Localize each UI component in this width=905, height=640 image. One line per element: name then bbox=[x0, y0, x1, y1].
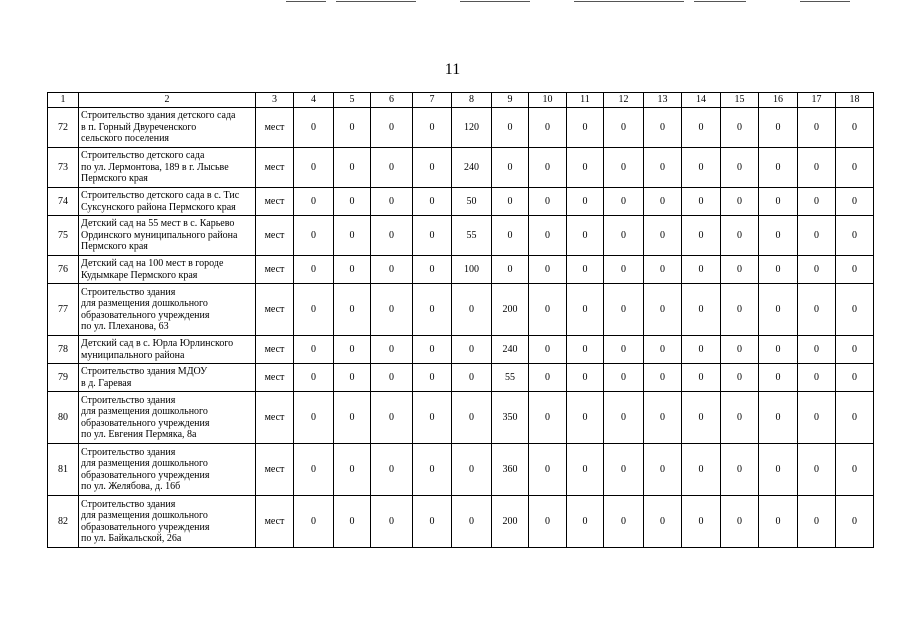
value-cell: 0 bbox=[492, 108, 529, 148]
value-cell: 0 bbox=[371, 108, 413, 148]
unit-cell: мест bbox=[256, 496, 294, 548]
value-cell: 0 bbox=[334, 496, 371, 548]
value-cell: 0 bbox=[682, 392, 721, 444]
value-cell: 0 bbox=[604, 148, 644, 188]
value-cell: 0 bbox=[371, 216, 413, 256]
value-cell: 0 bbox=[798, 392, 836, 444]
header-cell: 4 bbox=[294, 93, 334, 108]
unit-cell: мест bbox=[256, 284, 294, 336]
value-cell: 0 bbox=[371, 496, 413, 548]
unit-cell: мест bbox=[256, 336, 294, 364]
value-cell: 0 bbox=[334, 256, 371, 284]
value-cell: 0 bbox=[798, 188, 836, 216]
value-cell: 0 bbox=[604, 444, 644, 496]
value-cell: 0 bbox=[836, 496, 874, 548]
object-name-cell: Строительство детского сада по ул. Лермонтова, 189 в г. Лысьве Пермского края bbox=[79, 148, 256, 188]
row-number-cell: 78 bbox=[48, 336, 79, 364]
value-cell: 0 bbox=[759, 108, 798, 148]
table-row bbox=[48, 364, 874, 392]
value-cell: 0 bbox=[529, 256, 567, 284]
object-name-cell: Детский сад на 100 мест в городе Кудымкаре Пермского края bbox=[79, 256, 256, 284]
value-cell: 0 bbox=[371, 364, 413, 392]
value-cell: 0 bbox=[529, 216, 567, 256]
table-row bbox=[48, 444, 874, 496]
value-cell: 0 bbox=[721, 444, 759, 496]
value-cell: 0 bbox=[452, 392, 492, 444]
value-cell: 0 bbox=[529, 496, 567, 548]
table-row bbox=[48, 188, 874, 216]
value-cell: 0 bbox=[721, 108, 759, 148]
value-cell: 0 bbox=[721, 284, 759, 336]
value-cell: 0 bbox=[721, 364, 759, 392]
unit-cell: мест bbox=[256, 148, 294, 188]
value-cell: 0 bbox=[452, 364, 492, 392]
value-cell: 0 bbox=[604, 284, 644, 336]
header-cell: 9 bbox=[492, 93, 529, 108]
value-cell: 0 bbox=[371, 284, 413, 336]
header-cell: 2 bbox=[79, 93, 256, 108]
value-cell: 0 bbox=[798, 108, 836, 148]
value-cell: 0 bbox=[604, 364, 644, 392]
value-cell: 0 bbox=[334, 284, 371, 336]
object-name-cell: Строительство здания детского сада в п. Горный Двуреченского сельского поселения bbox=[79, 108, 256, 148]
value-cell: 0 bbox=[604, 108, 644, 148]
row-number-cell: 80 bbox=[48, 392, 79, 444]
value-cell: 50 bbox=[452, 188, 492, 216]
value-cell: 0 bbox=[452, 336, 492, 364]
value-cell: 0 bbox=[798, 444, 836, 496]
header-cell: 13 bbox=[644, 93, 682, 108]
value-cell: 0 bbox=[604, 256, 644, 284]
header-cell: 11 bbox=[567, 93, 604, 108]
value-cell: 0 bbox=[836, 336, 874, 364]
value-cell: 0 bbox=[334, 148, 371, 188]
header-cell: 10 bbox=[529, 93, 567, 108]
unit-cell: мест bbox=[256, 444, 294, 496]
value-cell: 0 bbox=[567, 336, 604, 364]
header-cell: 16 bbox=[759, 93, 798, 108]
value-cell: 0 bbox=[567, 256, 604, 284]
value-cell: 0 bbox=[644, 216, 682, 256]
row-number-cell: 72 bbox=[48, 108, 79, 148]
header-cell: 1 bbox=[48, 93, 79, 108]
value-cell: 0 bbox=[759, 148, 798, 188]
value-cell: 0 bbox=[759, 256, 798, 284]
header-cell: 17 bbox=[798, 93, 836, 108]
header-cell: 3 bbox=[256, 93, 294, 108]
value-cell: 0 bbox=[492, 256, 529, 284]
table-row bbox=[48, 216, 874, 256]
header-cell: 5 bbox=[334, 93, 371, 108]
value-cell: 0 bbox=[294, 188, 334, 216]
object-name-cell: Строительство здания МДОУ в д. Гаревая bbox=[79, 364, 256, 392]
value-cell: 0 bbox=[836, 392, 874, 444]
table-row bbox=[48, 284, 874, 336]
value-cell: 0 bbox=[413, 256, 452, 284]
value-cell: 0 bbox=[721, 392, 759, 444]
value-cell: 0 bbox=[567, 364, 604, 392]
value-cell: 0 bbox=[492, 188, 529, 216]
value-cell: 0 bbox=[567, 284, 604, 336]
row-number-cell: 76 bbox=[48, 256, 79, 284]
value-cell: 0 bbox=[798, 256, 836, 284]
value-cell: 0 bbox=[294, 148, 334, 188]
header-row bbox=[48, 93, 874, 108]
value-cell: 0 bbox=[334, 216, 371, 256]
value-cell: 240 bbox=[452, 148, 492, 188]
unit-cell: мест bbox=[256, 392, 294, 444]
row-number-cell: 82 bbox=[48, 496, 79, 548]
value-cell: 0 bbox=[644, 148, 682, 188]
value-cell: 0 bbox=[294, 284, 334, 336]
header-cell: 7 bbox=[413, 93, 452, 108]
value-cell: 0 bbox=[294, 444, 334, 496]
value-cell: 0 bbox=[452, 284, 492, 336]
value-cell: 0 bbox=[371, 188, 413, 216]
value-cell: 0 bbox=[567, 392, 604, 444]
value-cell: 0 bbox=[759, 216, 798, 256]
value-cell: 0 bbox=[413, 392, 452, 444]
value-cell: 0 bbox=[413, 364, 452, 392]
row-number-cell: 73 bbox=[48, 148, 79, 188]
header-cell: 12 bbox=[604, 93, 644, 108]
value-cell: 0 bbox=[759, 336, 798, 364]
value-cell: 0 bbox=[682, 444, 721, 496]
value-cell: 0 bbox=[721, 496, 759, 548]
value-cell: 0 bbox=[371, 444, 413, 496]
value-cell: 55 bbox=[492, 364, 529, 392]
value-cell: 0 bbox=[334, 364, 371, 392]
value-cell: 0 bbox=[413, 336, 452, 364]
value-cell: 0 bbox=[529, 336, 567, 364]
value-cell: 0 bbox=[644, 256, 682, 284]
value-cell: 0 bbox=[798, 364, 836, 392]
value-cell: 0 bbox=[604, 496, 644, 548]
value-cell: 0 bbox=[371, 392, 413, 444]
table-row bbox=[48, 108, 874, 148]
object-name-cell: Строительство здания для размещения дошкольного образовательного учреждения по ул. Байкальской, 26а bbox=[79, 496, 256, 548]
unit-cell: мест bbox=[256, 364, 294, 392]
value-cell: 0 bbox=[492, 216, 529, 256]
value-cell: 0 bbox=[294, 256, 334, 284]
value-cell: 0 bbox=[798, 216, 836, 256]
object-name-cell: Строительство детского сада в с. Тис Суксунского района Пермского края bbox=[79, 188, 256, 216]
value-cell: 0 bbox=[721, 256, 759, 284]
value-cell: 0 bbox=[836, 256, 874, 284]
value-cell: 0 bbox=[759, 364, 798, 392]
value-cell: 0 bbox=[294, 216, 334, 256]
value-cell: 0 bbox=[759, 496, 798, 548]
value-cell: 0 bbox=[294, 496, 334, 548]
value-cell: 0 bbox=[682, 256, 721, 284]
value-cell: 0 bbox=[682, 364, 721, 392]
header-cell: 18 bbox=[836, 93, 874, 108]
header-cell: 14 bbox=[682, 93, 721, 108]
value-cell: 0 bbox=[759, 284, 798, 336]
value-cell: 0 bbox=[644, 496, 682, 548]
value-cell: 360 bbox=[492, 444, 529, 496]
object-name-cell: Строительство здания для размещения дошкольного образовательного учреждения по ул. Евгения Пермяка, 8а bbox=[79, 392, 256, 444]
value-cell: 0 bbox=[836, 188, 874, 216]
value-cell: 0 bbox=[836, 216, 874, 256]
value-cell: 0 bbox=[371, 148, 413, 188]
value-cell: 0 bbox=[682, 496, 721, 548]
value-cell: 0 bbox=[682, 188, 721, 216]
value-cell: 0 bbox=[798, 148, 836, 188]
value-cell: 0 bbox=[604, 392, 644, 444]
value-cell: 55 bbox=[452, 216, 492, 256]
value-cell: 0 bbox=[492, 148, 529, 188]
value-cell: 0 bbox=[529, 188, 567, 216]
object-name-cell: Строительство здания для размещения дошкольного образовательного учреждения по ул. Плеханова, 63 bbox=[79, 284, 256, 336]
object-name-cell: Строительство здания для размещения дошкольного образовательного учреждения по ул. Желябова, д. 16б bbox=[79, 444, 256, 496]
value-cell: 0 bbox=[644, 188, 682, 216]
value-cell: 0 bbox=[334, 108, 371, 148]
value-cell: 0 bbox=[798, 496, 836, 548]
value-cell: 100 bbox=[452, 256, 492, 284]
value-cell: 0 bbox=[567, 444, 604, 496]
table-row bbox=[48, 336, 874, 364]
value-cell: 200 bbox=[492, 496, 529, 548]
value-cell: 0 bbox=[836, 364, 874, 392]
value-cell: 0 bbox=[836, 108, 874, 148]
value-cell: 0 bbox=[567, 496, 604, 548]
value-cell: 0 bbox=[413, 444, 452, 496]
value-cell: 350 bbox=[492, 392, 529, 444]
value-cell: 0 bbox=[759, 188, 798, 216]
value-cell: 0 bbox=[682, 108, 721, 148]
value-cell: 0 bbox=[413, 496, 452, 548]
unit-cell: мест bbox=[256, 108, 294, 148]
value-cell: 0 bbox=[334, 188, 371, 216]
unit-cell: мест bbox=[256, 256, 294, 284]
unit-cell: мест bbox=[256, 188, 294, 216]
table-row bbox=[48, 392, 874, 444]
value-cell: 0 bbox=[334, 336, 371, 364]
value-cell: 0 bbox=[759, 392, 798, 444]
row-number-cell: 75 bbox=[48, 216, 79, 256]
row-number-cell: 74 bbox=[48, 188, 79, 216]
data-table bbox=[47, 92, 874, 548]
value-cell: 0 bbox=[371, 336, 413, 364]
value-cell: 0 bbox=[836, 284, 874, 336]
value-cell: 0 bbox=[413, 108, 452, 148]
value-cell: 0 bbox=[413, 284, 452, 336]
value-cell: 0 bbox=[721, 336, 759, 364]
table-row bbox=[48, 256, 874, 284]
page-number: 11 bbox=[444, 61, 461, 78]
value-cell: 0 bbox=[529, 284, 567, 336]
value-cell: 0 bbox=[371, 256, 413, 284]
row-number-cell: 79 bbox=[48, 364, 79, 392]
value-cell: 0 bbox=[413, 148, 452, 188]
value-cell: 0 bbox=[721, 216, 759, 256]
value-cell: 0 bbox=[567, 188, 604, 216]
value-cell: 0 bbox=[798, 284, 836, 336]
value-cell: 0 bbox=[529, 148, 567, 188]
value-cell: 0 bbox=[682, 148, 721, 188]
scan-edge-lines bbox=[0, 0, 905, 4]
header-cell: 6 bbox=[371, 93, 413, 108]
value-cell: 0 bbox=[604, 188, 644, 216]
value-cell: 0 bbox=[294, 108, 334, 148]
value-cell: 0 bbox=[644, 392, 682, 444]
value-cell: 0 bbox=[836, 444, 874, 496]
value-cell: 0 bbox=[644, 108, 682, 148]
value-cell: 0 bbox=[567, 216, 604, 256]
header-cell: 15 bbox=[721, 93, 759, 108]
value-cell: 0 bbox=[604, 336, 644, 364]
value-cell: 0 bbox=[334, 392, 371, 444]
table-body bbox=[48, 93, 874, 548]
value-cell: 0 bbox=[452, 496, 492, 548]
value-cell: 0 bbox=[604, 216, 644, 256]
unit-cell: мест bbox=[256, 216, 294, 256]
object-name-cell: Детский сад в с. Юрла Юрлинского муниципального района bbox=[79, 336, 256, 364]
value-cell: 0 bbox=[759, 444, 798, 496]
value-cell: 0 bbox=[721, 188, 759, 216]
table-row bbox=[48, 148, 874, 188]
value-cell: 0 bbox=[452, 444, 492, 496]
value-cell: 0 bbox=[334, 444, 371, 496]
value-cell: 0 bbox=[567, 108, 604, 148]
value-cell: 0 bbox=[644, 364, 682, 392]
value-cell: 0 bbox=[682, 216, 721, 256]
value-cell: 0 bbox=[529, 364, 567, 392]
value-cell: 0 bbox=[721, 148, 759, 188]
value-cell: 0 bbox=[682, 336, 721, 364]
value-cell: 0 bbox=[294, 392, 334, 444]
value-cell: 120 bbox=[452, 108, 492, 148]
value-cell: 240 bbox=[492, 336, 529, 364]
value-cell: 0 bbox=[798, 336, 836, 364]
table-row bbox=[48, 496, 874, 548]
value-cell: 0 bbox=[413, 216, 452, 256]
row-number-cell: 81 bbox=[48, 444, 79, 496]
object-name-cell: Детский сад на 55 мест в с. Карьево Ординского муниципального района Пермского края bbox=[79, 216, 256, 256]
value-cell: 0 bbox=[294, 336, 334, 364]
value-cell: 200 bbox=[492, 284, 529, 336]
value-cell: 0 bbox=[644, 284, 682, 336]
value-cell: 0 bbox=[294, 364, 334, 392]
value-cell: 0 bbox=[644, 444, 682, 496]
value-cell: 0 bbox=[413, 188, 452, 216]
value-cell: 0 bbox=[567, 148, 604, 188]
header-cell: 8 bbox=[452, 93, 492, 108]
value-cell: 0 bbox=[529, 108, 567, 148]
value-cell: 0 bbox=[529, 444, 567, 496]
value-cell: 0 bbox=[836, 148, 874, 188]
row-number-cell: 77 bbox=[48, 284, 79, 336]
value-cell: 0 bbox=[682, 284, 721, 336]
value-cell: 0 bbox=[529, 392, 567, 444]
value-cell: 0 bbox=[644, 336, 682, 364]
